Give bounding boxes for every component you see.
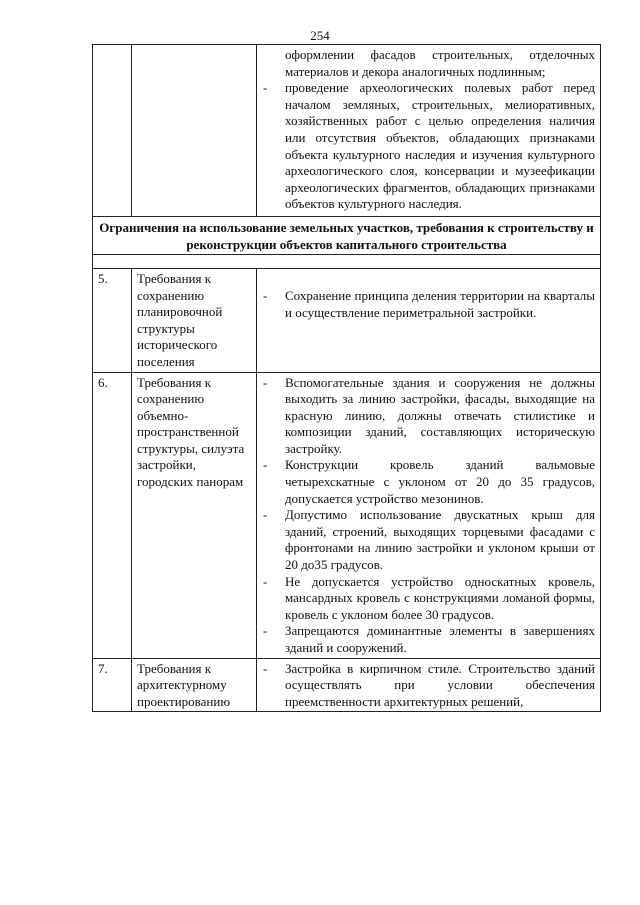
section-header-row <box>93 216 601 254</box>
list-dash: - <box>263 374 268 390</box>
list-item <box>262 507 595 573</box>
list-item-text: Не допускается устройство односкатных кровель, мансардных кровель с конструкциями ломаной формы, кровель с уклоном более 30 градусов. <box>285 573 595 622</box>
list-item-text: Запрещаются доминантные элементы в завершениях зданий и сооружений. <box>285 623 595 655</box>
list-dash: - <box>263 80 268 96</box>
row-title: Требования к сохранению планировочной структуры исторического поселения <box>132 268 257 372</box>
section-header: Ограничения на использование земельных участков, требования к строительству и реконструкции объектов капитального строительства <box>93 216 601 254</box>
list-item-text: Конструкции кровель зданий вальмовые четырехскатные с уклоном от 20 до 35 градусов, допускается устройство мезонинов. <box>285 457 595 506</box>
row-number: 6. <box>93 372 132 658</box>
title-cell <box>132 45 257 217</box>
spacer-row <box>93 254 601 268</box>
row-number: 5. <box>93 268 132 372</box>
list-item-text: Допустимо использование двускатных крыш для зданий, строений, выходящих торцевыми фасадами с фронтонами на линию застройки и уклоном крыши от 20 до35 градусов. <box>285 507 595 573</box>
list-item-text: Сохранение принципа деления территории на кварталы и осуществление периметральной застройки. <box>285 287 595 320</box>
requirements-cell <box>257 372 601 658</box>
list-dash: - <box>263 287 268 303</box>
list-item <box>262 375 595 458</box>
row-number: 7. <box>93 658 132 712</box>
number-cell <box>93 45 132 217</box>
list-dash: - <box>263 457 268 473</box>
continuation-text: оформлении фасадов строительных, отделочных материалов и декора аналогичных подлинным; <box>285 47 595 79</box>
table-row <box>93 45 601 217</box>
page-number: 254 <box>310 28 330 43</box>
list-item <box>262 574 595 624</box>
requirements-cell <box>257 658 601 712</box>
list-item <box>262 623 595 656</box>
requirements-cell <box>257 45 601 217</box>
table-row <box>93 372 601 658</box>
row-title: Требования к сохранению объемно-пространственной структуры, силуэта застройки, городских панорам <box>132 372 257 658</box>
list-dash: - <box>263 660 268 676</box>
list-item-text: Застройка в кирпичном стиле. Строительство зданий осуществлять при условии обеспечения преемственности архитектурных решений, <box>285 660 595 709</box>
requirements-table <box>92 44 601 712</box>
table-row <box>93 658 601 712</box>
list-item-text: Вспомогательные здания и сооружения не должны выходить за линию застройки, фасады, выходящие на красную линию, должны отвечать стилистике и композиции зданий, составляющих историческую застройку. <box>285 374 595 456</box>
list-item <box>262 288 595 321</box>
list-item <box>262 661 595 711</box>
requirements-cell <box>257 268 601 372</box>
row-title: Требования к архитектурному проектированию <box>132 658 257 712</box>
list-item <box>262 80 595 213</box>
list-item-text: проведение археологических полевых работ перед началом земляных, строительных, мелиоративных, хозяйственных работ с целью определения наличия или отсутствия объектов, обладающих признаками объекта культурного наследия и изучения культурного археологического слоя, консервации и музеефикации археологических фрагментов, обладающих признаками объектов культурного наследия. <box>285 80 595 212</box>
list-item <box>262 457 595 507</box>
list-dash: - <box>263 573 268 589</box>
list-dash: - <box>263 623 268 639</box>
table-row <box>93 268 601 372</box>
list-dash: - <box>263 507 268 523</box>
